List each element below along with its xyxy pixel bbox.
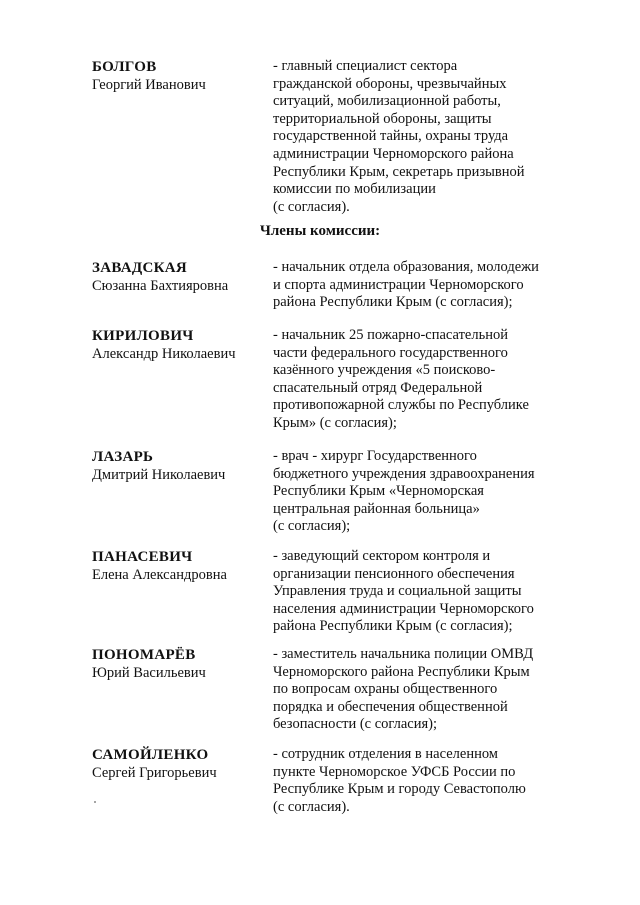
member-name: [92, 746, 267, 782]
member-given-names: Александр Николаевич: [92, 346, 236, 362]
description-line: территориальной обороны, защиты: [273, 110, 492, 127]
member-given-names: Юрий Васильевич: [92, 665, 206, 681]
member-name: [92, 448, 267, 484]
description-line: казённого учреждения «5 поисково-: [273, 362, 496, 379]
member-position-description: [273, 327, 573, 433]
member-given-names: Елена Александровна: [92, 567, 227, 583]
description-line: населения администрации Черноморского: [273, 600, 534, 617]
member-given-names: Дмитрий Николаевич: [92, 467, 226, 483]
description-line: администрации Черноморского района: [273, 145, 514, 162]
member-surname: САМОЙЛЕНКО: [92, 747, 209, 763]
description-line: спасательный отряд Федеральной: [273, 379, 483, 396]
member-position-description: [273, 448, 573, 536]
description-line: государственной тайны, охраны труда: [273, 128, 509, 145]
description-line: - начальник отдела образования, молодежи: [273, 259, 539, 275]
member-position-description: [273, 259, 573, 312]
description-line: пункте Черноморское УФСБ России по: [273, 763, 516, 780]
description-line: центральная районная больница»: [273, 500, 480, 517]
member-given-names: Сюзанна Бахтияровна: [92, 278, 229, 294]
description-line: Крым» (с согласия);: [273, 414, 397, 431]
member-given-names: Георгий Иванович: [92, 77, 206, 93]
description-line: ситуаций, мобилизационной работы,: [273, 93, 501, 110]
member-name: [92, 327, 267, 363]
description-line: Республике Крым и городу Севастополю: [273, 781, 526, 798]
description-line: части федерального государственного: [273, 344, 508, 361]
member-surname: ЗАВАДСКАЯ: [92, 260, 188, 276]
description-line: (с согласия);: [273, 518, 351, 535]
member-surname: БОЛГОВ: [92, 59, 157, 75]
description-line: района Республики Крым (с согласия);: [273, 294, 513, 311]
description-line: безопасности (с согласия);: [273, 716, 438, 733]
member-position-description: [273, 646, 573, 734]
member-given-names: Сергей Григорьевич: [92, 765, 217, 781]
description-line: - заведующий сектором контроля и: [273, 548, 491, 564]
description-line: - сотрудник отделения в населенном: [273, 746, 498, 762]
description-line: гражданской обороны, чрезвычайных: [273, 75, 507, 92]
member-name: [92, 58, 267, 94]
description-line: Черноморского района Республики Крым: [273, 663, 530, 680]
member-name: [92, 548, 267, 584]
description-line: Управления труда и социальной защиты: [273, 583, 522, 600]
description-line: (с согласия).: [273, 198, 350, 215]
description-line: (с согласия).: [273, 798, 350, 815]
description-line: по вопросам охраны общественного: [273, 681, 498, 698]
member-surname: ЛАЗАРЬ: [92, 449, 154, 465]
description-line: - врач - хирург Государственного: [273, 448, 477, 464]
member-name: [92, 646, 267, 682]
member-surname: ПАНАСЕВИЧ: [92, 549, 193, 565]
description-line: Республики Крым «Черноморская: [273, 483, 484, 500]
member-position-description: [273, 548, 573, 636]
description-line: - главный специалист сектора: [273, 58, 458, 74]
member-position-description: [273, 746, 573, 816]
description-line: района Республики Крым (с согласия);: [273, 618, 513, 635]
member-position-description: [273, 58, 573, 216]
scan-speck: [94, 801, 96, 803]
description-line: противопожарной службы по Республике: [273, 397, 529, 414]
description-line: и спорта администрации Черноморского: [273, 276, 524, 293]
description-line: организации пенсионного обеспечения: [273, 565, 515, 582]
description-line: - заместитель начальника полиции ОМВД: [273, 646, 534, 662]
description-line: - начальник 25 пожарно-спасательной: [273, 327, 508, 343]
member-name: [92, 259, 267, 295]
description-line: бюджетного учреждения здравоохранения: [273, 465, 535, 482]
member-surname: КИРИЛОВИЧ: [92, 328, 194, 344]
description-line: комиссии по мобилизации: [273, 181, 436, 198]
description-line: порядка и обеспечения общественной: [273, 698, 508, 715]
member-surname: ПОНОМАРЁВ: [92, 647, 196, 663]
description-line: Республики Крым, секретарь призывной: [273, 163, 525, 180]
members-heading: Члены комиссии:: [259, 223, 381, 239]
